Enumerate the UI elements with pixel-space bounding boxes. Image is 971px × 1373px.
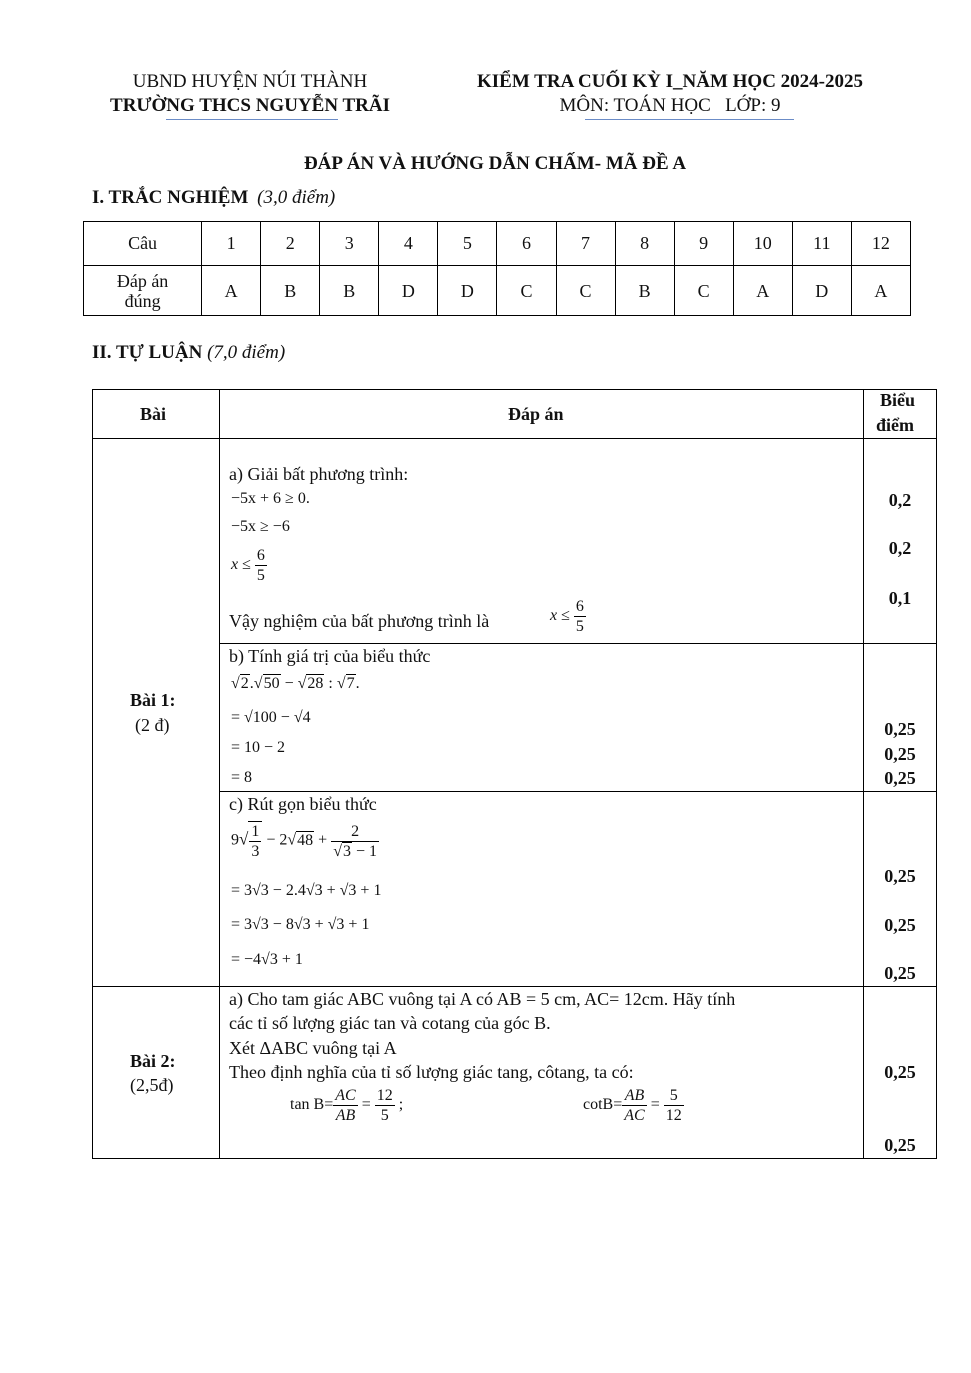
- bai2-points: (2,5đ): [130, 1075, 174, 1095]
- bai1b-line4: = 8: [231, 769, 253, 786]
- mc-answer: B: [261, 266, 320, 316]
- exam-title: KIỂM TRA CUỐI KỲ I_NĂM HỌC 2024-2025: [477, 71, 863, 92]
- score: 0,25: [884, 719, 916, 739]
- bai1a-conclusion: Vậy nghiệm của bất phương trình là: [229, 611, 490, 631]
- mc-answer: C: [497, 266, 556, 316]
- mc-answer: B: [320, 266, 379, 316]
- bai1c-expression: 9√ $\frac{1}{3}$ − 2√48 + $\frac{2}{√3 - 1}$: [231, 822, 377, 860]
- bai1a-intro: a) Giải bất phương trình:: [229, 464, 409, 484]
- score: 0,25: [884, 915, 916, 935]
- score: 0,25: [884, 866, 916, 886]
- bai1b-intro: b) Tính giá trị của biểu thức: [229, 646, 431, 666]
- fraction: $\frac{6}{5}$: [256, 547, 265, 584]
- mc-question: 10: [733, 222, 792, 266]
- score: 0,2: [888, 490, 912, 510]
- col-header-bieudiem: Biểu: [880, 390, 916, 410]
- bai1c-line4: = −4√3 + 1: [231, 951, 303, 968]
- mc-answer: B: [615, 266, 674, 316]
- mc-answer: A: [851, 266, 910, 316]
- bai2a-intro: a) Cho tam giác ABC vuông tại A có AB = 5 cm, AC= 12cm. Hãy tính: [229, 989, 736, 1009]
- bai1a-line1: −5x + 6 ≥ 0.: [231, 490, 310, 507]
- mc-question: 6: [497, 222, 556, 266]
- section2-points: (7,0 điểm): [207, 342, 286, 363]
- header-left: [88, 70, 412, 118]
- table-divider: [219, 389, 220, 1158]
- bai1-points: (2 đ): [135, 715, 170, 735]
- cot-formula: cotB= $\frac{AB}{AC}$ = $\frac{5}{12}$: [583, 1087, 682, 1124]
- fraction: $\frac{2}{√3 - 1}$: [333, 822, 377, 860]
- mc-question: 2: [261, 222, 320, 266]
- mc-row-label: Câu: [84, 222, 202, 266]
- table-divider: [219, 791, 936, 792]
- tan-formula: tan B= $\frac{AC}{AB}$ = $\frac{12}{5}$ ;: [290, 1087, 404, 1124]
- section1-points: (3,0 điểm): [257, 187, 336, 208]
- score: 0,25: [884, 768, 916, 788]
- district-name: UBND HUYỆN NÚI THÀNH: [132, 71, 368, 92]
- mc-row-questions: [84, 222, 911, 266]
- mc-question: 9: [674, 222, 733, 266]
- mc-question: 4: [379, 222, 438, 266]
- score: 0,25: [884, 744, 916, 764]
- bai2a-xet: Xét ΔABC vuông tại A: [229, 1038, 397, 1058]
- score: 0,2: [888, 538, 912, 558]
- mc-answer: C: [674, 266, 733, 316]
- multiple-choice-table: [83, 221, 911, 316]
- bai1b-expression: √2.√50 − √28 : √7.: [231, 675, 360, 692]
- subject-underline: [585, 119, 794, 120]
- col-header-bai: Bài: [140, 404, 167, 424]
- score: 0,25: [884, 963, 916, 983]
- school-name: TRƯỜNG THCS NGUYỄN TRÃI: [110, 95, 390, 116]
- mc-row-answers: [84, 266, 911, 316]
- mc-question: 1: [202, 222, 261, 266]
- bai1c-line2: = 3√3 − 2.4√3 + √3 + 1: [231, 882, 382, 899]
- bai1a-line3: x ≤ $\frac{6}{5}$: [231, 547, 265, 584]
- mc-question: 8: [615, 222, 674, 266]
- mc-answer: D: [438, 266, 497, 316]
- bai1b-line3: = 10 − 2: [231, 739, 286, 756]
- mc-answer: C: [556, 266, 615, 316]
- mc-answer: A: [202, 266, 261, 316]
- score: 0,25: [884, 1062, 916, 1082]
- bai1a-solution: x ≤ $\frac{6}{5}$: [550, 598, 584, 635]
- mc-answer: D: [379, 266, 438, 316]
- score: 0,25: [884, 1135, 916, 1155]
- header-right: [444, 70, 896, 118]
- bai1c-line3: = 3√3 − 8√3 + √3 + 1: [231, 916, 370, 933]
- mc-question: 11: [792, 222, 851, 266]
- section1-heading: [92, 187, 335, 209]
- mc-question: 5: [438, 222, 497, 266]
- subject-grade: MÔN: TOÁN HỌC LỚP: 9: [559, 95, 781, 116]
- mc-answer: D: [792, 266, 851, 316]
- bai2a-intro-2: các tỉ số lượng giác tan và cotang của góc B.: [229, 1013, 551, 1033]
- section2-heading: [92, 342, 285, 364]
- mc-answer: A: [733, 266, 792, 316]
- bai1c-intro: c) Rút gọn biểu thức: [229, 794, 377, 814]
- bai1a-line2: −5x ≥ −6: [231, 518, 290, 535]
- table-divider: [92, 438, 936, 439]
- col-header-bieudiem-2: điểm: [876, 415, 914, 435]
- fraction: $\frac{6}{5}$: [575, 598, 584, 635]
- score: 0,1: [888, 588, 912, 608]
- mc-question: 7: [556, 222, 615, 266]
- bai2a-definition: Theo định nghĩa của tỉ số lượng giác tang, côtang, ta có:: [229, 1062, 634, 1082]
- page-title: ĐÁP ÁN VÀ HƯỚNG DẪN CHẤM- MÃ ĐỀ A: [303, 153, 687, 174]
- section2-title: II. TỰ LUẬN: [92, 342, 203, 363]
- bai2-label: Bài 2:: [130, 1051, 176, 1071]
- mc-question: 3: [320, 222, 379, 266]
- col-header-dapan: Đáp án: [508, 404, 564, 424]
- section1-title: I. TRẮC NGHIỆM: [92, 187, 249, 208]
- school-underline: [166, 119, 338, 120]
- mc-question: 12: [851, 222, 910, 266]
- bai1-label: Bài 1:: [130, 690, 176, 710]
- table-divider: [219, 643, 936, 644]
- table-divider: [92, 986, 936, 987]
- bai1b-line2: = √100 − √4: [231, 709, 311, 726]
- mc-answer-label: Đáp án đúng: [84, 266, 202, 316]
